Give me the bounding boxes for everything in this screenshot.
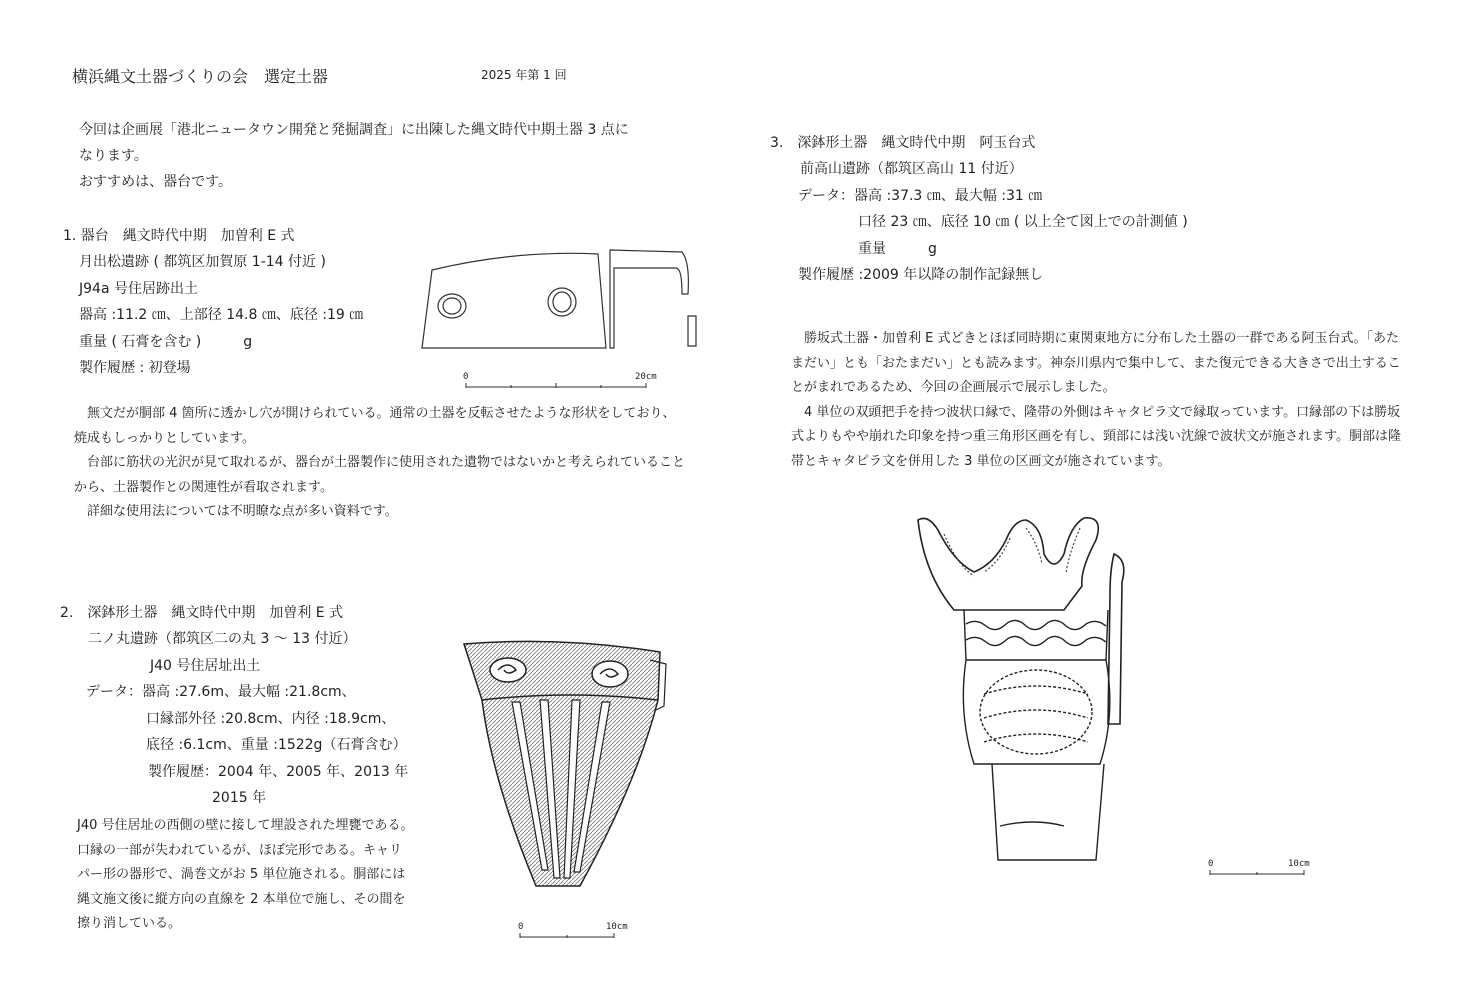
jar3-neck	[964, 610, 1108, 660]
item3-desc-2: 4 単位の双頭把手を持つ波状口縁で、隆帯の外側はキャタピラ文で縁取っています。口縁部の下は勝坂式よりもやや崩れた印象を持つ重三角形区画を有し、頸部には浅い沈線で波状文が施されます。胴部は隆帯とキャタピラ文を併用した 3 単位の区画文が施されています。	[791, 404, 1401, 469]
item2-site: 二ノ丸遺跡（都筑区二の丸 3 ～ 13 付近）	[88, 631, 357, 647]
item3-data-1: データ：器高 :37.3 ㎝、最大幅 :31 ㎝	[798, 188, 1043, 204]
item3-heading: 3. 深鉢形土器 縄文時代中期 阿玉台式	[770, 135, 1036, 151]
item1-desc-3: 詳細な使用法については不明瞭な点が多い資料です。	[87, 504, 398, 519]
item1-scale-max: 20cm	[635, 372, 657, 382]
item2-scale-bar	[520, 932, 620, 942]
item3-description	[791, 327, 1403, 474]
item1-feature: J94a 号住居跡出土	[79, 281, 198, 297]
item2-history-1: 製作履歴：2004 年、2005 年、2013 年	[148, 764, 409, 780]
item2-desc-4: 縄文施文後に縦方向の直線を 2 本単位で施し、その間を	[77, 891, 406, 907]
item2-desc-2: 口縁の一部が失われているが、ほぼ完形である。キャリ	[77, 842, 403, 858]
item2-scale-zero: 0	[518, 922, 524, 932]
item2-desc-3: パー形の器形で、渦巻文がお 5 単位施される。胴部には	[77, 867, 406, 882]
item1-drawing	[420, 248, 710, 358]
item1-site: 月出松遺跡 ( 都筑区加賀原 1-14 付近 )	[79, 254, 326, 270]
item3-scale-max: 10cm	[1288, 859, 1310, 869]
jar3-caterpillar-borders	[944, 528, 1080, 576]
item2-drawing	[460, 640, 670, 890]
item2-desc-5: 擦り消している。	[77, 916, 182, 931]
issue-label: 2025 年第 1 回	[481, 68, 567, 82]
intro-line-2: なります。	[79, 148, 148, 164]
item2-history-2: 2015 年	[212, 790, 267, 806]
intro-line-1: 今回は企画展「港北ニュータウン開発と発掘調査」に出陳した縄文時代中期土器 3 点に	[79, 122, 629, 138]
item2-data-2: 口縁部外径 :20.8cm、内径 :18.9cm、	[146, 711, 396, 727]
item3-data-2: 口径 23 ㎝、底径 10 ㎝ ( 以上全て図上での計測値 )	[858, 214, 1188, 230]
page-title: 横浜縄文土器づくりの会 選定土器	[72, 67, 329, 86]
item1-description	[74, 402, 688, 525]
item3-history: 製作履歴 :2009 年以降の制作記録無し	[798, 267, 1044, 283]
item1-desc-1: 無文だが胴部 4 箇所に透かし穴が開けられている。通常の土器を反転させたような形状をしており、焼成もしっかりとしています。	[74, 406, 676, 446]
item3-scale-bar	[1210, 869, 1310, 879]
item1-weight: 重量 ( 石膏を含む ) g	[79, 334, 253, 350]
item3-drawing	[914, 514, 1200, 864]
stand-section	[610, 250, 696, 348]
item2-scale-max: 10cm	[606, 922, 628, 932]
item3-desc-1: 勝坂式土器・加曽利 E 式どきとほぼ同時期に東関東地方に分布した土器の一群である阿玉台式。「あたまだい」とも「おたまだい」とも読みます。神奈川県内で集中して、また復元できる大きさで出土することがまれであるため、今回の企画展示で展示しました。	[791, 331, 1401, 395]
intro-line-3: おすすめは、器台です。	[79, 174, 233, 190]
item2-feature: J40 号住居址出土	[150, 658, 261, 674]
item3-site: 前高山遺跡（都筑区高山 11 付近）	[800, 161, 1023, 177]
jar3-base	[992, 764, 1104, 860]
item2-desc-1: J40 号住居址の西側の壁に接して埋設された埋甕である。	[77, 818, 414, 833]
item1-scale-bar	[466, 382, 656, 392]
stand-outline	[422, 253, 606, 348]
jar3-body	[963, 660, 1110, 764]
item2-description	[77, 814, 437, 937]
item1-history: 製作履歴 : 初登場	[79, 360, 191, 376]
item1-scale-zero: 0	[463, 372, 469, 382]
item2-data-1: データ：器高 :27.6m、最大幅 :21.8cm、	[86, 684, 356, 700]
item1-heading: 1. 器台 縄文時代中期 加曽利 E 式	[63, 228, 295, 244]
item3-weight: 重量 g	[858, 241, 937, 257]
item2-heading: 2. 深鉢形土器 縄文時代中期 加曽利 E 式	[60, 605, 344, 621]
item1-dims: 器高 :11.2 ㎝、上部径 14.8 ㎝、底径 :19 ㎝	[79, 307, 364, 323]
item3-scale-zero: 0	[1208, 859, 1214, 869]
item1-desc-2: 台部に筋状の光沢が見て取れるが、器台が土器製作に使用された遺物ではないかと考えられていることから、土器製作との関連性が看取されます。	[74, 455, 686, 495]
item2-data-3: 底径 :6.1cm、重量 :1522g（石膏含む）	[146, 737, 407, 753]
